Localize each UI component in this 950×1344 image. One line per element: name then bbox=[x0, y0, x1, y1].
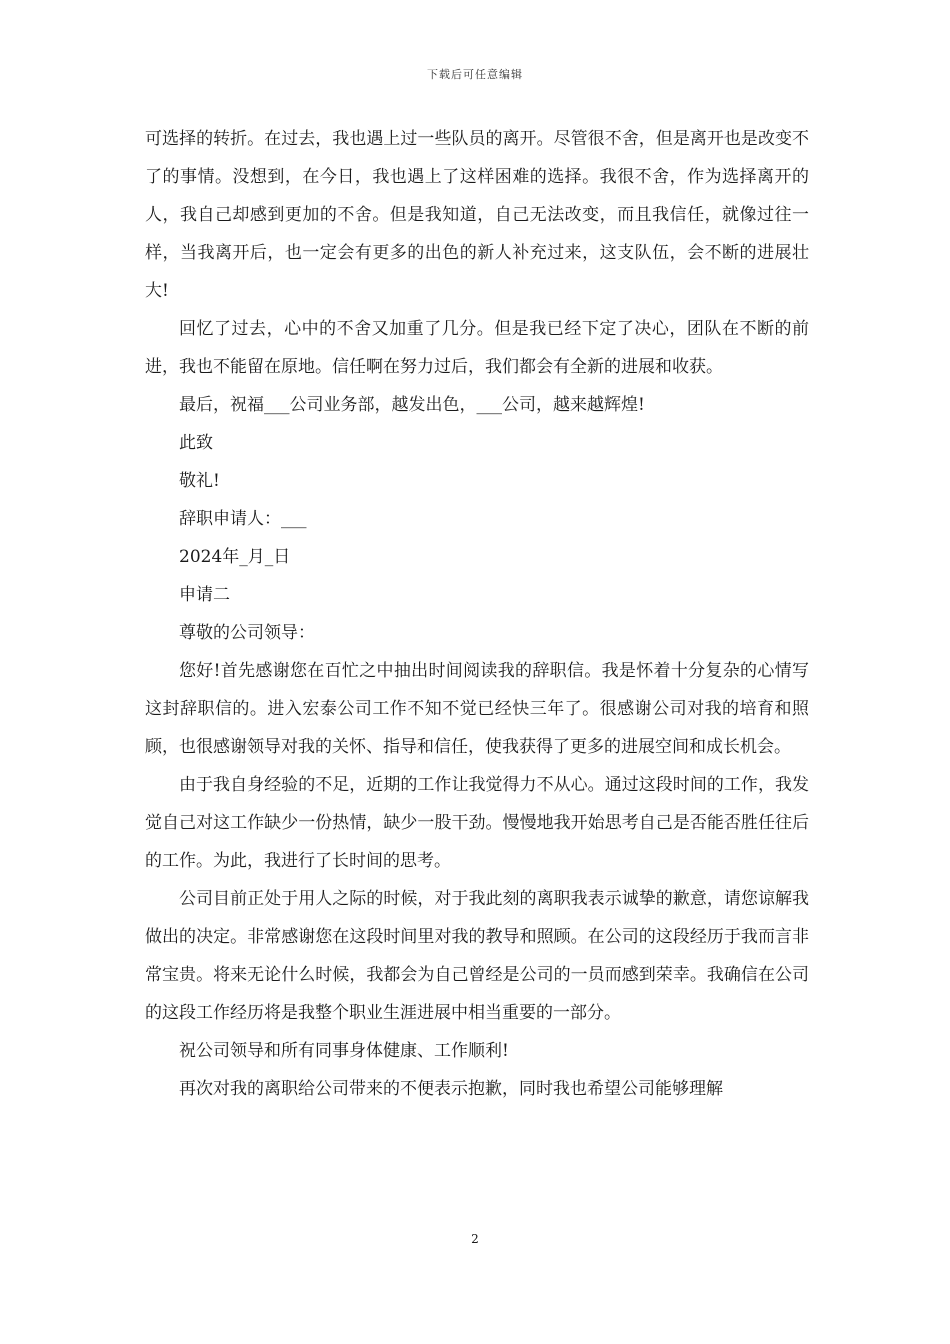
paragraph-blessing: 最后，祝福___公司业务部，越发出色，___公司，越来越辉煌! bbox=[179, 395, 645, 415]
paragraph-wishes: 祝公司领导和所有同事身体健康、工作顺利! bbox=[179, 1041, 509, 1061]
paragraph-memory: 回忆了过去，心中的不舍又加重了几分。但是我已经下定了决心，团队在不断的前进，我也不能留在原地。信任啊在努力过后，我们都会有全新的进展和收获。 bbox=[145, 319, 809, 377]
paragraph-thanks: 您好!首先感谢您在百忙之中抽出时间阅读我的辞职信。我是怀着十分复杂的心情写这封辞职信的。进入宏泰公司工作不知不觉已经快三年了。很感谢公司对我的培育和照顾，也很感谢领导对我的关怀、指导和信任，使我获得了更多的进展空间和成长机会。 bbox=[145, 661, 809, 757]
closing-salutation: 此致 bbox=[179, 433, 213, 453]
signature-line: 辞职申请人：___ bbox=[179, 509, 307, 529]
paragraph-apology: 公司目前正处于用人之际的时候，对于我此刻的离职我表示诚挚的歉意，请您谅解我做出的决定。非常感谢您在这段时间里对我的教导和照顾。在公司的这段经历于我而言非常宝贵。将来无论什么时候，我都会为自己曾经是公司的一员而感到荣幸。我确信在公司的这段工作经历将是我整个职业生涯进展中相当重要的一部分。 bbox=[145, 889, 809, 1023]
page-header: 下载后可任意编辑 bbox=[427, 68, 523, 81]
paragraph-final: 再次对我的离职给公司带来的不便表示抱歉，同时我也希望公司能够理解 bbox=[179, 1079, 723, 1099]
paragraph-continuation: 可选择的转折。在过去，我也遇上过一些队员的离开。尽管很不舍，但是离开也是改变不了的事情。没想到，在今日，我也遇上了这样困难的选择。我很不舍，作为选择离开的人，我自己却感到更加的不舍。但是我知道，自己无法改变，而且我信任，就像过往一样，当我离开后，也一定会有更多的出色的新人补充过来，这支队伍，会不断的进展壮大! bbox=[145, 129, 809, 301]
document-body bbox=[145, 120, 809, 1108]
closing-respect: 敬礼! bbox=[179, 471, 220, 491]
paragraph-reason: 由于我自身经验的不足，近期的工作让我觉得力不从心。通过这段时间的工作，我发觉自己对这工作缺少一份热情，缺少一股干劲。慢慢地我开始思考自己是否能否胜任往后的工作。为此，我进行了长时间的思考。 bbox=[145, 775, 809, 871]
page-number: 2 bbox=[471, 1232, 479, 1246]
date-line: 2024年_月_日 bbox=[179, 547, 291, 567]
letter-greeting: 尊敬的公司领导： bbox=[179, 623, 315, 643]
section-title: 申请二 bbox=[179, 585, 230, 605]
